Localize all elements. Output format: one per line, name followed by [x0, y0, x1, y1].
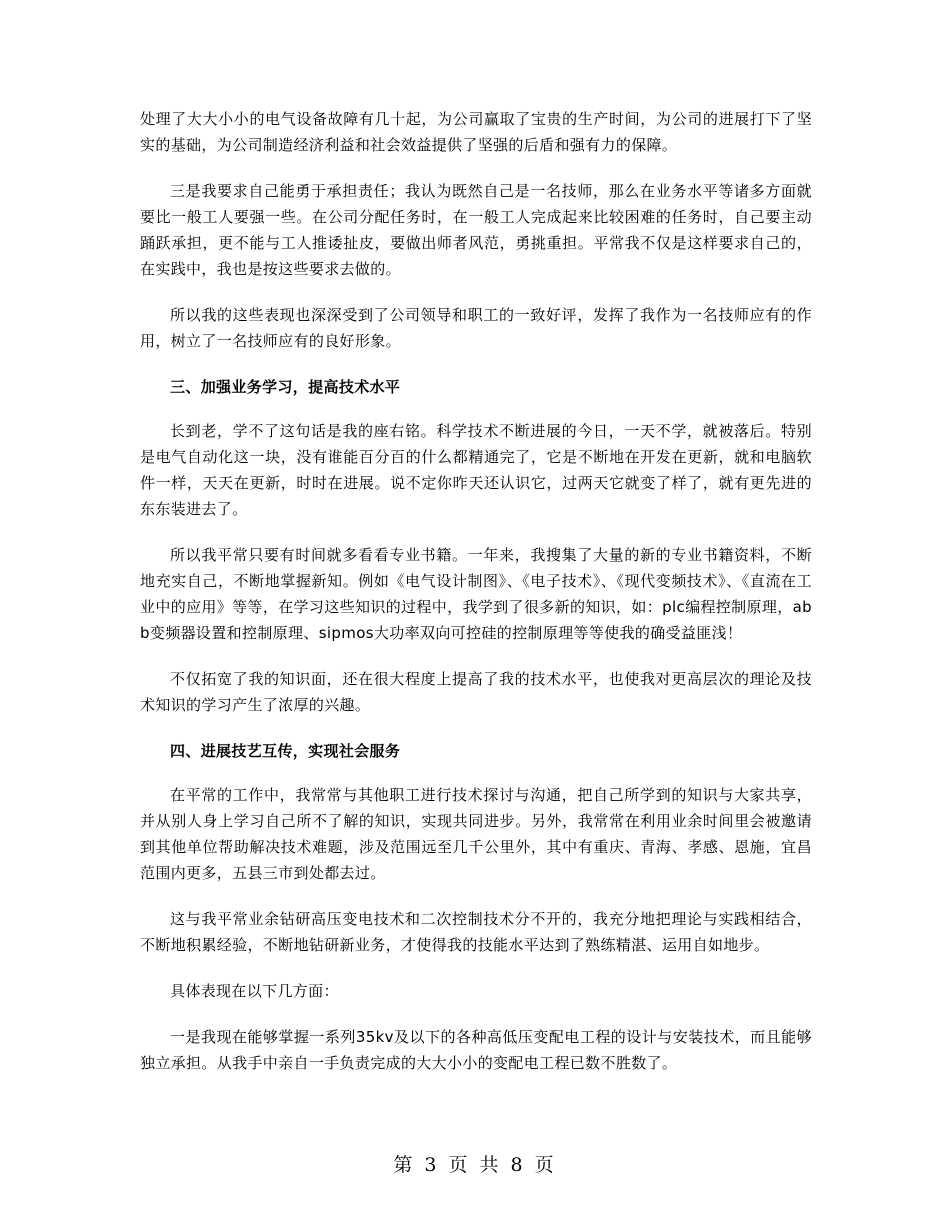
paragraph-practice: 这与我平常业余钻研高压变电技术和二次控制技术分不开的，我充分地把理论与实践相结合，不断地积累经验，不断地钻研新业务，才使得我的技能水平达到了熟练精湛、运用自如地步。	[140, 910, 812, 954]
paragraph-books: 所以我平常只要有时间就多看看专业书籍。一年来，我搜集了大量的新的专业书籍资料，不断地充实自己，不断地掌握新知。例如《电气设计制图》、《电子技术》、《现代变频技术》、《直流在工业中的应用》等等，在学习这些知识的过程中，我学到了很多新的知识，如：plc编程控制原理，abb变频器设置和控制原理、sipmos大功率双向可控硅的控制原理等等使我的确受益匪浅！	[140, 546, 812, 642]
paragraph-continued: 处理了大大小小的电气设备故障有几十起，为公司赢取了宝贵的生产时间，为公司的进展打下了坚实的基础，为公司制造经济利益和社会效益提供了坚强的后盾和强有力的保障。	[140, 110, 812, 154]
paragraph-exchange: 在平常的工作中，我常常与其他职工进行技术探讨与沟通，把自己所学到的知识与大家共享，并从别人身上学习自己所不了解的知识，实现共同进步。另外，我常常在利用业余时间里会被邀请到其他单位帮助解决技术难题，涉及范围远至几千公里外，其中有重庆、青海、孝感、恩施，宜昌范围内更多，五县三市到处都去过。	[140, 786, 812, 882]
page-number-footer: 第 3 页 共 8 页	[393, 1154, 557, 1176]
paragraph-evaluation: 所以我的这些表现也深深受到了公司领导和职工的一致好评，发挥了我作为一名技师应有的作用，树立了一名技师应有的良好形象。	[140, 306, 812, 350]
document-body	[140, 106, 812, 1096]
paragraph-responsibility: 三是我要求自己能勇于承担责任；我认为既然自己是一名技师，那么在业务水平等诸多方面就要比一般工人要强一些。在公司分配任务时，在一般工人完成起来比较困难的任务时，自己要主动踊跃承担，更不能与工人推诿扯皮，要做出师者风范，勇挑重担。平常我不仅是这样要求自己的，在实践中，我也是按这些要求去做的。	[140, 182, 812, 278]
paragraph-lifelong-learning: 长到老，学不了这句话是我的座右铭。科学技术不断进展的今日，一天不学，就被落后。特别是电气自动化这一块，没有谁能百分百的什么都精通完了，它是不断地在开发在更新，就和电脑软件一样，天天在更新，时时在进展。说不定你昨天还认识它，过两天它就变了样了，就有更先进的东东装进去了。	[140, 422, 812, 518]
paragraph-knowledge: 不仅拓宽了我的知识面，还在很大程度上提高了我的技术水平，也使我对更高层次的理论及技术知识的学习产生了浓厚的兴趣。	[140, 670, 812, 714]
section-heading-study: 三、加强业务学习，提高技术水平	[170, 378, 401, 396]
paragraph-aspects-intro: 具体表现在以下几方面：	[170, 982, 339, 1000]
paragraph-aspect-one: 一是我现在能够掌握一系列35kv及以下的各种高低压变配电工程的设计与安装技术，而且能够独立承担。从我手中亲自一手负责完成的大大小小的变配电工程已数不胜数了。	[140, 1028, 812, 1072]
section-heading-service: 四、进展技艺互传，实现社会服务	[170, 742, 401, 760]
